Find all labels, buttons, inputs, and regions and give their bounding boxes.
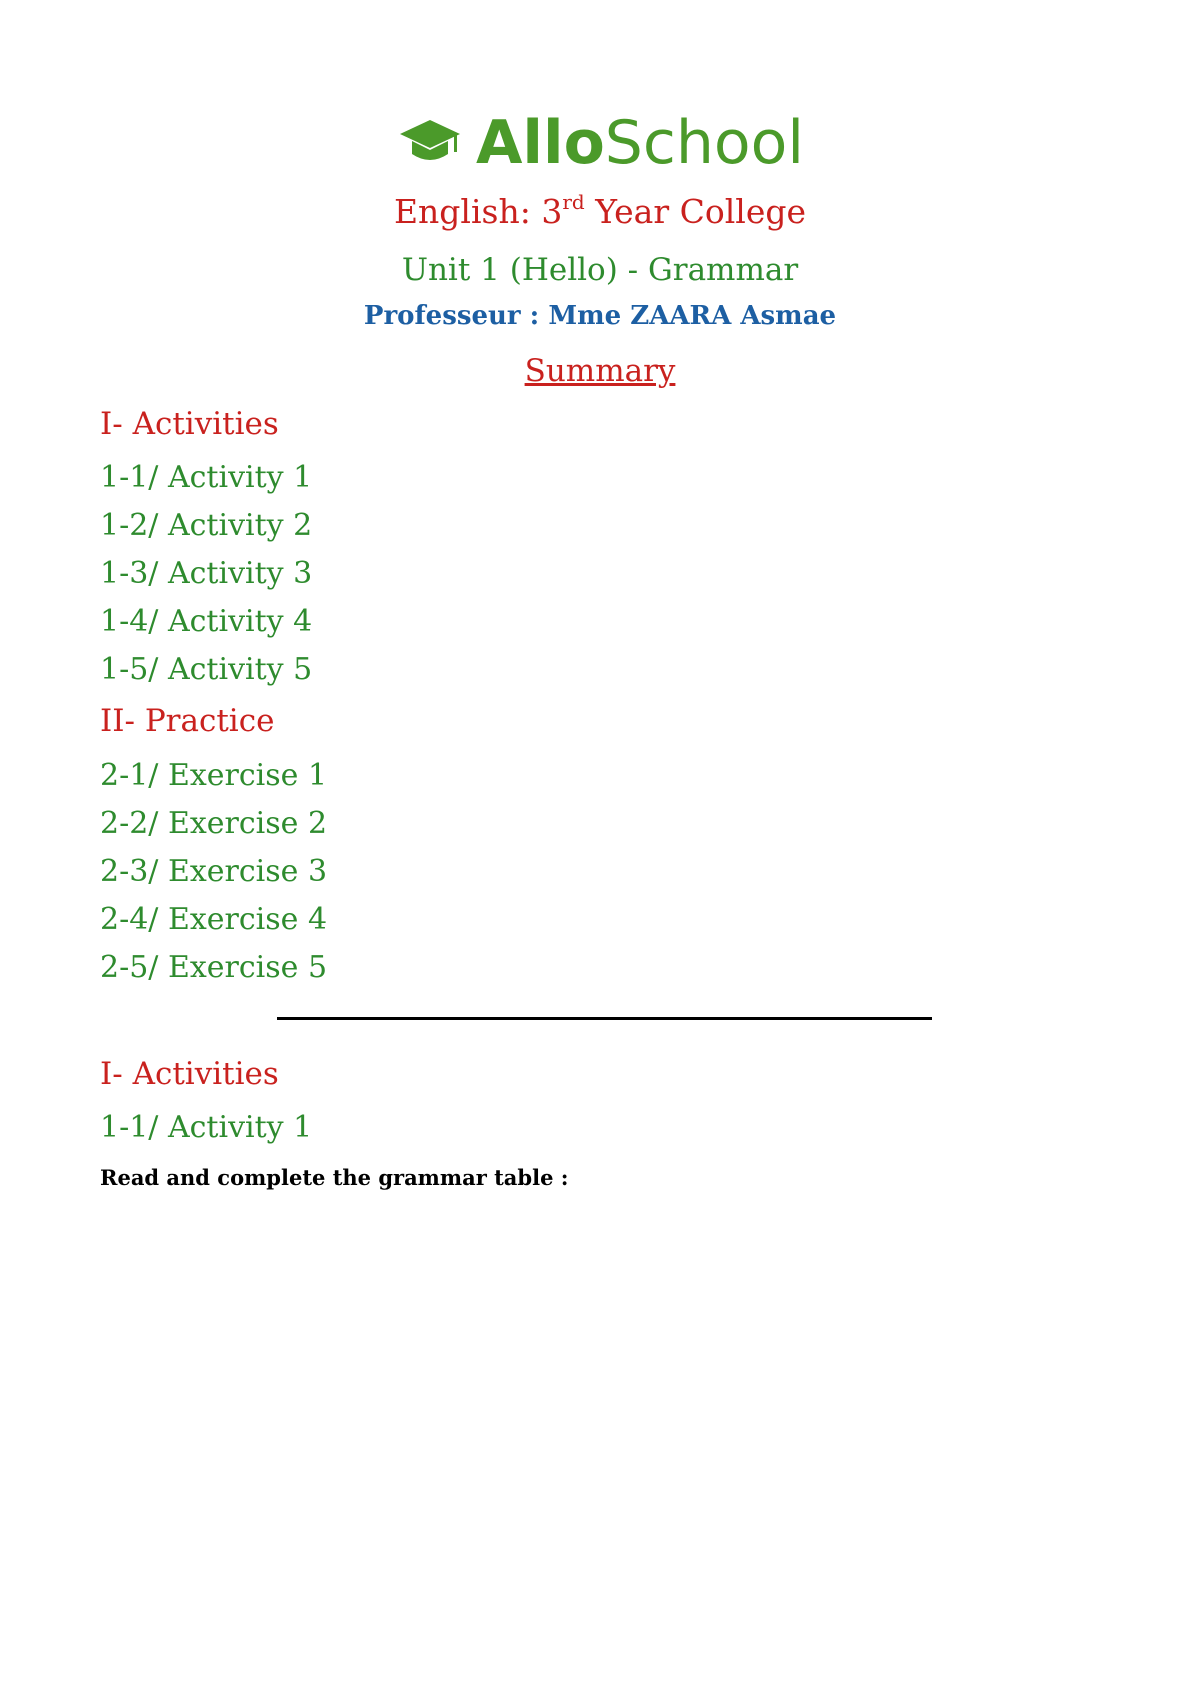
professor-line: Professeur : Mme ZAARA Asmae: [363, 301, 837, 331]
summary-item-activity-1: 1-1/ Activity 1: [100, 460, 313, 495]
activity-instruction: Read and complete the grammar table :: [100, 1165, 569, 1190]
summary-heading: [0, 350, 1200, 392]
logo-name-regular: School: [604, 108, 804, 178]
title-prefix: English: 3: [393, 192, 563, 231]
summary-item-exercise-2: 2-2/ Exercise 2: [100, 806, 328, 841]
document-title: [0, 190, 1200, 234]
summary-item-exercise-3: 2-3/ Exercise 3: [100, 854, 328, 889]
summary-section-practice: II- Practice: [100, 703, 275, 739]
title-superscript: rd: [562, 190, 585, 214]
document-subtitle: Unit 1 (Hello) - Grammar: [401, 252, 799, 288]
alloschool-logo: [398, 108, 804, 178]
summary-item-exercise-1: 2-1/ Exercise 1: [100, 758, 328, 793]
graduation-cap-icon: [398, 116, 462, 170]
summary-section-activities: I- Activities: [100, 406, 279, 442]
summary-item-activity-3: 1-3/ Activity 3: [100, 556, 313, 591]
summary-item-activity-5: 1-5/ Activity 5: [100, 652, 313, 687]
title-suffix: Year College: [584, 192, 807, 231]
section-divider: [277, 1017, 932, 1020]
summary-item-activity-2: 1-2/ Activity 2: [100, 508, 313, 543]
summary-item-exercise-4: 2-4/ Exercise 4: [100, 902, 328, 937]
logo-wordmark: [476, 108, 804, 178]
content-section-title: I- Activities: [100, 1056, 279, 1092]
content-activity-title: 1-1/ Activity 1: [100, 1110, 313, 1145]
summary-label: Summary: [524, 353, 676, 389]
summary-item-exercise-5: 2-5/ Exercise 5: [100, 950, 328, 985]
logo-name-bold: Allo: [476, 108, 605, 178]
summary-item-activity-4: 1-4/ Activity 4: [100, 604, 313, 639]
